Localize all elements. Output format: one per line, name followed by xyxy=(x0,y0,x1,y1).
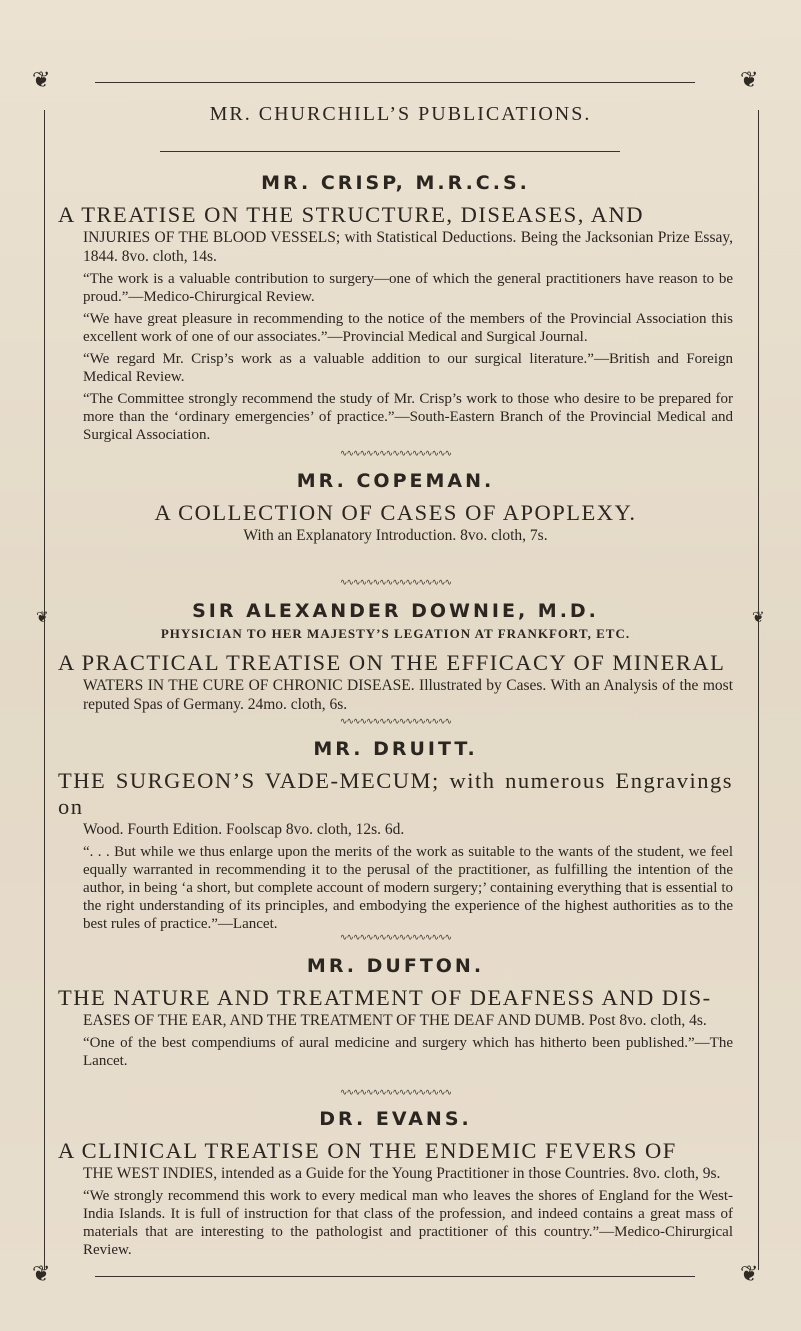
top-border-rule xyxy=(95,82,695,83)
bottom-border-rule xyxy=(95,1276,695,1277)
book-title-continued: EASES OF THE EAR, AND THE TREATMENT OF THE DEAF AND DUMB. Post 8vo. cloth, 4s. xyxy=(83,1012,707,1029)
left-border-rule xyxy=(44,110,45,1270)
corner-ornament-icon: ❦ xyxy=(740,1262,759,1287)
review-quote: “We regard Mr. Crisp’s work as a valuable addition to our surgical literature.”—British and Foreign Medical Review. xyxy=(83,351,733,385)
book-title: A PRACTICAL TREATISE ON THE EFFICACY OF MINERAL xyxy=(58,650,726,675)
review-quote: “. . . But while we thus enlarge upon the merits of the work as suitable to the wants of the student, we feel equally warranted in recommending it to the perusal of the practitioner, as fulfilling the intention of the author, in being ‘a short, but complete account of modern surgery;’ containing everything that is essential to the right understanding of its principles, and embodying the experience of the highest authorities as to the best rules of practice.”—Lancet. xyxy=(83,844,733,932)
corner-ornament-icon: ❦ xyxy=(740,68,759,93)
book-title-continued: WATERS IN THE CURE OF CHRONIC DISEASE. Illustrated by Cases. With an Analysis of the most reputed Spas of Germany. 24mo. cloth, 6s. xyxy=(83,677,733,713)
book-title: A CLINICAL TREATISE ON THE ENDEMIC FEVERS OF xyxy=(58,1138,677,1163)
entry-copeman xyxy=(58,470,733,545)
book-title: A TREATISE ON THE STRUCTURE, DISEASES, AND xyxy=(58,202,644,227)
section-separator: ∿∿∿∿∿∿∿∿∿∿∿∿∿∿∿∿∿ xyxy=(339,448,452,458)
section-separator: ∿∿∿∿∿∿∿∿∿∿∿∿∿∿∿∿∿ xyxy=(339,716,452,726)
review-quote: “One of the best compendiums of aural medicine and surgery which has hitherto been published.”—The Lancet. xyxy=(83,1035,733,1069)
author-heading: MR. DRUITT. xyxy=(313,738,478,760)
book-title-continued: THE WEST INDIES, intended as a Guide for the Young Practitioner in those Countries. 8vo. cloth, 9s. xyxy=(83,1165,721,1182)
book-title-continued: Wood. Fourth Edition. Foolscap 8vo. cloth, 12s. 6d. xyxy=(83,821,405,838)
author-subtitle: PHYSICIAN TO HER MAJESTY’S LEGATION AT FRANKFORT, ETC. xyxy=(160,626,631,641)
corner-ornament-icon: ❦ xyxy=(32,68,51,93)
corner-ornament-icon: ❦ xyxy=(32,1262,51,1287)
section-separator: ∿∿∿∿∿∿∿∿∿∿∿∿∿∿∿∿∿ xyxy=(339,1087,452,1097)
review-quote: “We have great pleasure in recommending to the notice of the members of the Provincial Association this excellent work of one of our associates.”—Provincial Medical and Surgical Journal. xyxy=(83,311,733,345)
book-title-continued: With an Explanatory Introduction. 8vo. cloth, 7s. xyxy=(243,527,548,544)
entry-evans xyxy=(58,1108,733,1259)
side-ornament-icon: ❦ xyxy=(36,608,49,626)
book-title: THE SURGEON’S VADE-MECUM; with numerous Engravings on xyxy=(58,768,733,819)
author-heading: MR. COPEMAN. xyxy=(296,470,495,492)
review-quote: “We strongly recommend this work to every medical man who leaves the shores of England for the West-India Islands. It is full of instruction for that class of the profession, and indeed contains a great mass of materials that are interesting to the pathologist and practitioner of this country.”—Medico-Chirurgical Review. xyxy=(83,1188,733,1258)
book-title: THE NATURE AND TREATMENT OF DEAFNESS AND DIS- xyxy=(58,985,712,1010)
author-heading: DR. EVANS. xyxy=(319,1108,472,1130)
entry-crisp xyxy=(58,172,733,444)
book-title-continued: INJURIES OF THE BLOOD VESSELS; with Statistical Deductions. Being the Jacksonian Prize Essay, 1844. 8vo. cloth, 14s. xyxy=(83,229,733,265)
entry-dufton xyxy=(58,955,733,1070)
side-ornament-icon: ❦ xyxy=(752,608,765,626)
author-heading: SIR ALEXANDER DOWNIE, M.D. xyxy=(192,600,599,622)
review-quote: “The work is a valuable contribution to surgery—one of which the general practitioners have reason to be proud.”—Medico-Chirurgical Review. xyxy=(83,271,733,305)
author-heading: MR. CRISP, M.R.C.S. xyxy=(261,172,530,194)
section-separator: ∿∿∿∿∿∿∿∿∿∿∿∿∿∿∿∿∿ xyxy=(339,932,452,942)
entry-druitt xyxy=(58,738,733,933)
entry-downie xyxy=(58,600,733,714)
book-title: A COLLECTION OF CASES OF APOPLEXY. xyxy=(154,500,637,525)
review-quote: “The Committee strongly recommend the study of Mr. Crisp’s work to those who desire to be prepared for more than the ‘ordinary emergencies’ of practice.”—South-Eastern Branch of the Provincial Medical and Surgical Association. xyxy=(83,391,733,443)
right-border-rule xyxy=(758,110,759,1270)
head-underline-rule xyxy=(160,151,620,152)
author-heading: MR. DUFTON. xyxy=(306,955,485,977)
section-separator: ∿∿∿∿∿∿∿∿∿∿∿∿∿∿∿∿∿ xyxy=(339,577,452,587)
running-head: MR. CHURCHILL’S PUBLICATIONS. xyxy=(209,103,592,125)
